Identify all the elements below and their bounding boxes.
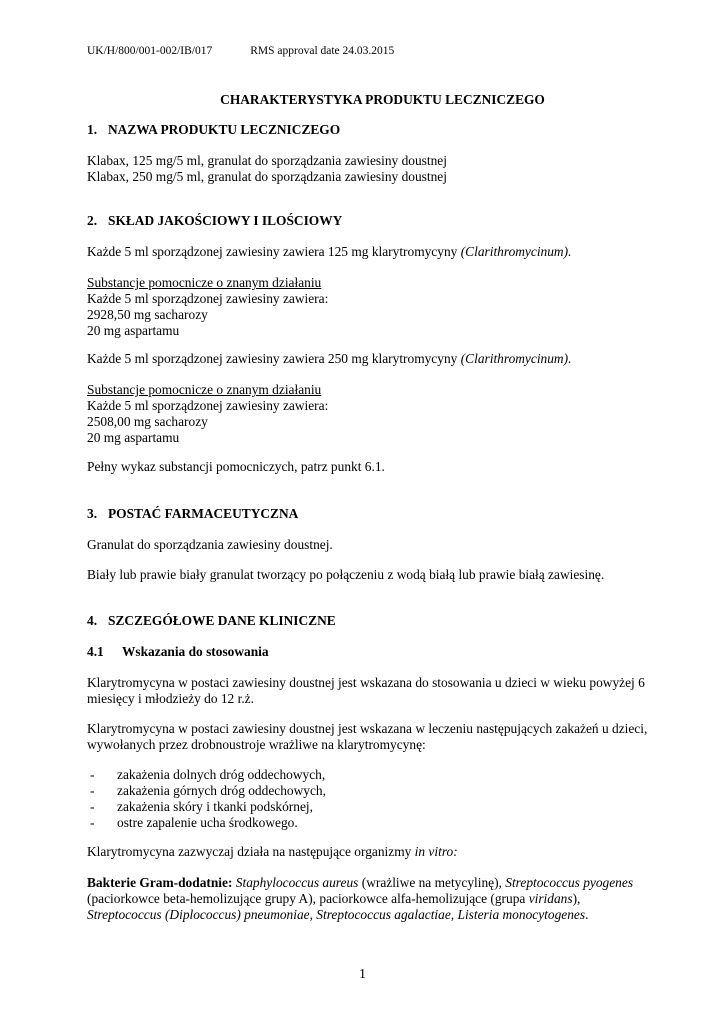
in-vitro-activity: Klarytromycyna zazwyczaj działa na następujące organizmy in vitro: [87,844,458,859]
page-title: CHARAKTERYSTYKA PRODUKTU LECZNICZEGO [220,92,545,107]
section-1-heading: 1. NAZWA PRODUKTU LECZNICZEGO [87,122,341,137]
excipients-125: Substancje pomocnicze o znanym działaniu Każde 5 ml sporządzonej zawiesiny zawiera: 2928,50 mg sacharozy 20 mg aspartamu [87,275,329,338]
section-3-heading: 3. POSTAĆ FARMACEUTYCZNA [87,506,299,521]
product-name-125: Klabax, 125 mg/5 ml, granulat do sporządzania zawiesiny doustnej [87,153,447,168]
gram-positive-bacteria: Bakterie Gram-dodatnie: Staphylococcus aureus (wrażliwe na metycylinę), Streptococcus pyogenes (paciorkowce beta-hemolizujące grupy A), paciorkowce alfa-hemolizujące (grupa viridans), Streptococcus (Diplococcus) pneumoniae, Streptococcus agalactiae, Listeria monocytogenes. [87,875,634,922]
composition-250: Każde 5 ml sporządzonej zawiesiny zawiera 250 mg klarytromycyny (Clarithromycinum). [87,351,572,366]
section-2-heading: 2. SKŁAD JAKOŚCIOWY I ILOŚCIOWY [87,213,343,228]
list-item: - zakażenia górnych dróg oddechowych, [87,783,665,799]
indications-paragraph-2: Klarytromycyna w postaci zawiesiny doustnej jest wskazana w leczeniu następujących zakażeń u dzieci, wywołanych przez drobnoustroje wrażliwe na klarytromycynę: [87,721,648,752]
indications-list [87,767,665,831]
appearance-description: Biały lub prawie biały granulat tworzący po połączeniu z wodą białą lub prawie białą zawiesinę. [87,567,605,582]
form-description: Granulat do sporządzania zawiesiny doustnej. [87,537,333,552]
list-item: - zakażenia skóry i tkanki podskórnej, [87,799,665,815]
document-header [87,43,394,59]
subsection-4-1-heading: 4.1 Wskazania do stosowania [87,644,269,659]
list-item: - ostre zapalenie ucha środkowego. [87,815,665,831]
approval-date: RMS approval date 24.03.2015 [250,45,395,57]
indications-paragraph-1: Klarytromycyna w postaci zawiesiny doustnej jest wskazana do stosowania u dzieci w wieku powyżej 6 miesięcy i młodzieży do 12 r.ż. [87,675,645,706]
composition-125: Każde 5 ml sporządzonej zawiesiny zawiera 125 mg klarytromycyny (Clarithromycinum). [87,244,572,259]
section-4-heading: 4. SZCZEGÓŁOWE DANE KLINICZNE [87,613,336,628]
excipients-250: Substancje pomocnicze o znanym działaniu Każde 5 ml sporządzonej zawiesiny zawiera: 2508,00 mg sacharozy 20 mg aspartamu [87,382,329,445]
page-number: 1 [359,967,366,982]
product-name-250: Klabax, 250 mg/5 ml, granulat do sporządzania zawiesiny doustnej [87,169,447,184]
document-reference: UK/H/800/001-002/IB/017 [87,45,213,57]
list-item: - zakażenia dolnych dróg oddechowych, [87,767,665,783]
excipients-reference: Pełny wykaz substancji pomocniczych, patrz punkt 6.1. [87,459,385,474]
product-name-list [87,153,665,185]
